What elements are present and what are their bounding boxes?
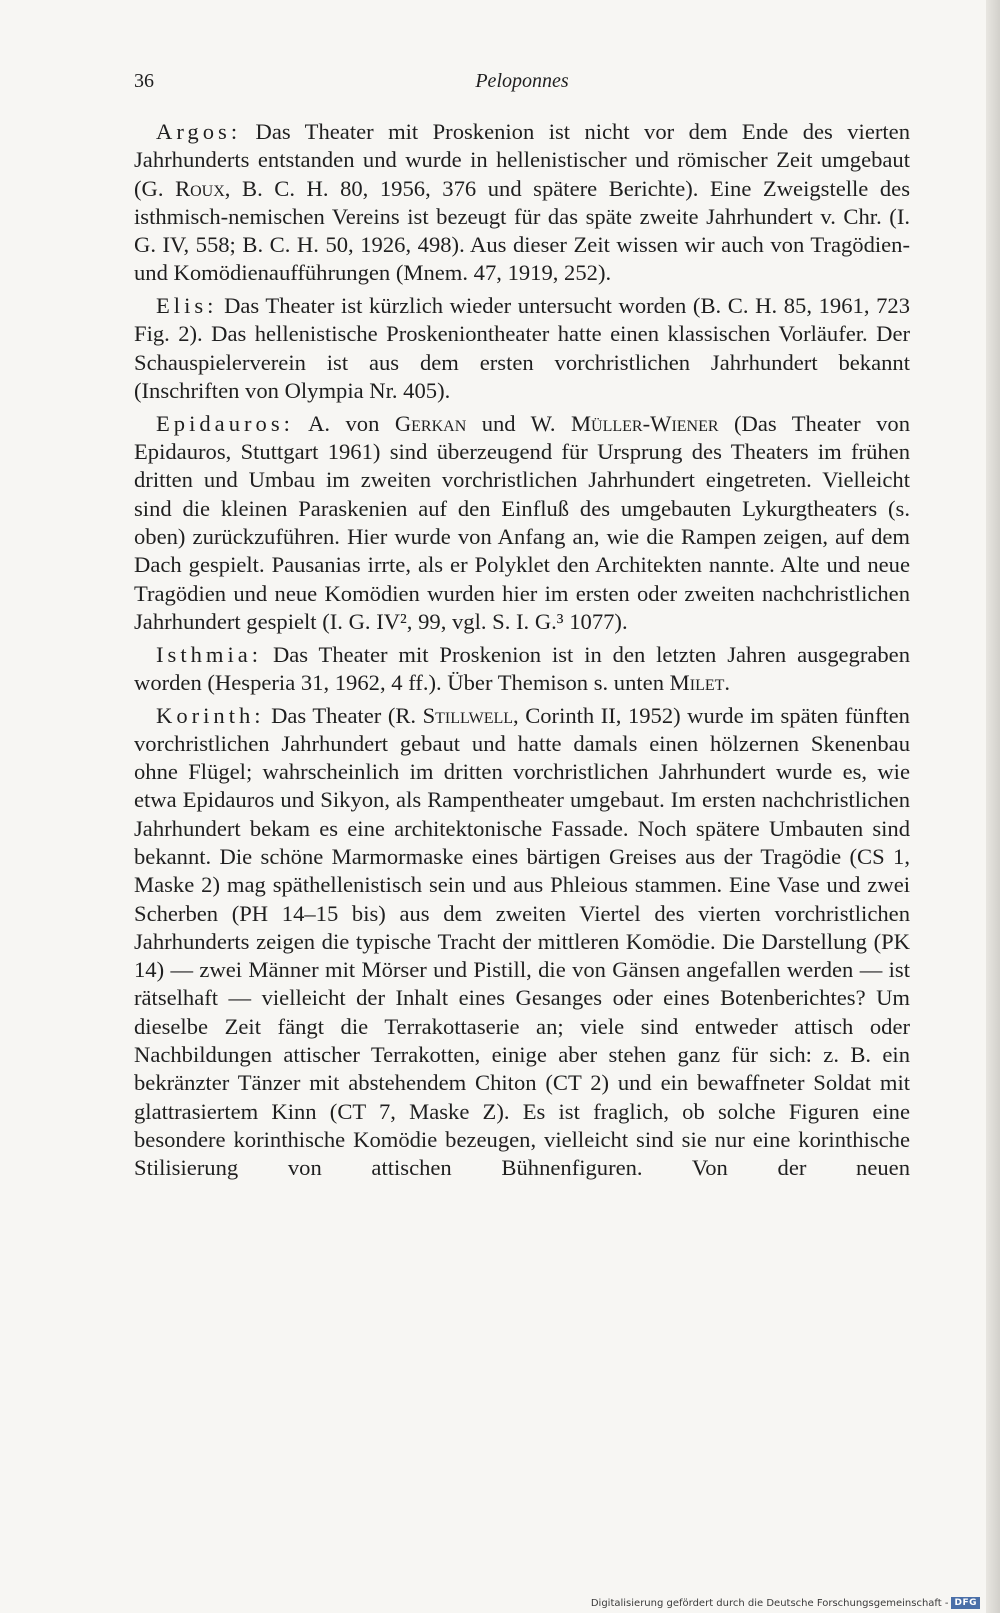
digitization-credit bbox=[591, 1597, 980, 1609]
place-heading: Isthmia: bbox=[156, 641, 263, 667]
dfg-logo: DFG bbox=[951, 1597, 980, 1609]
author-name: Milet bbox=[669, 669, 725, 695]
paragraph-text: , Corinth II, 1952) wurde im späten fünften vorchristlichen Jahrhundert gebaut und hatte damals einen hölzernen Skenenbau ohne Flügel; wahrscheinlich im dritten vorchristlichen Jahrhundert wurde es, wie etwa Epidauros und Sikyon, als Rampentheater umgebaut. Im ersten nachchristlichen Jahrhundert bekam es eine architektonische Fassade. Noch spätere Umbauten sind bekannt. Die schöne Marmormaske eines bärtigen Greises aus der Tragödie (CS 1, Maske 2) mag späthellenistisch sein und aus Phleious stammen. Eine Vase und zwei Scherben (PH 14–15 bis) aus dem zweiten Viertel des vierten vorchristlichen Jahrhunderts zeigen die typische Tracht der mittleren Komödie. Die Darstellung (PK 14) — zwei Männer mit Mörser und Pistill, die von Gänsen angefallen werden — ist rätselhaft — vielleicht der Inhalt eines Gesanges oder eines Botenberichtes? Um dieselbe Zeit fängt die Terrakottaserie an; viele sind entweder attisch oder Nachbildungen attischer Terrakotten, einige aber stehen ganz für sich: z. B. ein bekränzter Tänzer mit abstehendem Chiton (CT 2) und ein bewaffneter Soldat mit glattrasiertem Kinn (CT 7, Maske Z). Es ist fraglich, ob solche Figuren eine besondere korinthische Komödie bezeugen, vielleicht sind sie nur eine korinthische Stilisierung von attischen Bühnenfiguren. Von der neuen bbox=[134, 702, 910, 1181]
paragraph-text: Das Theater mit Proskenion ist nicht vor dem Ende des vierten Jahrhunderts entstanden und wurde in hellenistischer und römischer Zeit umgebaut (G. bbox=[134, 119, 910, 201]
credit-text: Digitalisierung gefördert durch die Deutsche Forschungsgemeinschaft - bbox=[590, 1597, 949, 1609]
paragraph-text: Das Theater (R. bbox=[264, 702, 423, 728]
paragraph-text: . bbox=[724, 669, 731, 695]
paragraph-text: Das Theater mit Proskenion ist in den letzten Jahren ausgegraben worden (Hesperia 31, 1962, 4 ff.). Über Themison s. unten bbox=[134, 641, 910, 695]
body-text bbox=[134, 118, 910, 1187]
paragraph-text: und W. bbox=[466, 410, 571, 436]
page-edge bbox=[986, 0, 1000, 1613]
author-name: Roux bbox=[175, 175, 225, 201]
paragraph bbox=[134, 702, 910, 1183]
running-head: Peloponnes bbox=[475, 70, 569, 92]
place-heading: Elis: bbox=[156, 293, 218, 319]
place-heading: Argos: bbox=[156, 119, 242, 144]
paragraph bbox=[134, 410, 910, 636]
author-name: Gerkan bbox=[394, 410, 467, 436]
paragraph-text: , B. C. H. 80, 1956, 376 und spätere Berichte). Eine Zweigstelle des isthmisch-nemischen Vereins ist bezeugt für das späte zweite Jahrhundert v. Chr. (I. G. IV, 558; B. C. H. 50, 1926, 498). Aus dieser Zeit wissen wir auch von Tragödien- und Komödienaufführungen (Mnem. 47, 1919, 252). bbox=[134, 175, 911, 286]
paragraph bbox=[134, 292, 910, 405]
author-name: Stillwell bbox=[422, 702, 514, 728]
paragraph-text: Das Theater ist kürzlich wieder untersucht worden (B. C. H. 85, 1961, 723 Fig. 2). Das hellenistische Proskeniontheater hatte einen klassischen Vorläufer. Der Schauspielerverein ist aus dem ersten vorchristlichen Jahrhundert bekannt (Inschriften von Olympia Nr. 405). bbox=[134, 293, 910, 404]
paragraph bbox=[134, 641, 910, 698]
place-heading: Epidauros: bbox=[156, 410, 294, 436]
page-number: 36 bbox=[134, 70, 154, 92]
page-header bbox=[134, 70, 910, 98]
paragraph-text: A. von bbox=[293, 410, 395, 436]
paragraph bbox=[134, 118, 910, 288]
place-heading: Korinth: bbox=[156, 702, 265, 728]
paragraph-text: (Das Theater von Epidauros, Stuttgart 1961) sind überzeugend für Ursprung des Theaters im frühen dritten und Umbau im zweiten vorchristlichen Jahrhundert eingetreten. Vielleicht sind die kleinen Paraskenien auf den Einfluß des umgebauten Lykurgtheaters (s. oben) zurückzuführen. Hier wurde von Anfang an, wie die Rampen zeigen, auf dem Dach gespielt. Pausanias irrte, als er Polyklet den Architekten nannte. Alte und neue Tragödien und neue Komödien wurden hier im ersten oder zweiten nachchristlichen Jahrhundert gespielt (I. G. IV², 99, vgl. S. I. G.³ 1077). bbox=[134, 410, 911, 634]
author-name: Müller-Wiener bbox=[570, 410, 719, 436]
